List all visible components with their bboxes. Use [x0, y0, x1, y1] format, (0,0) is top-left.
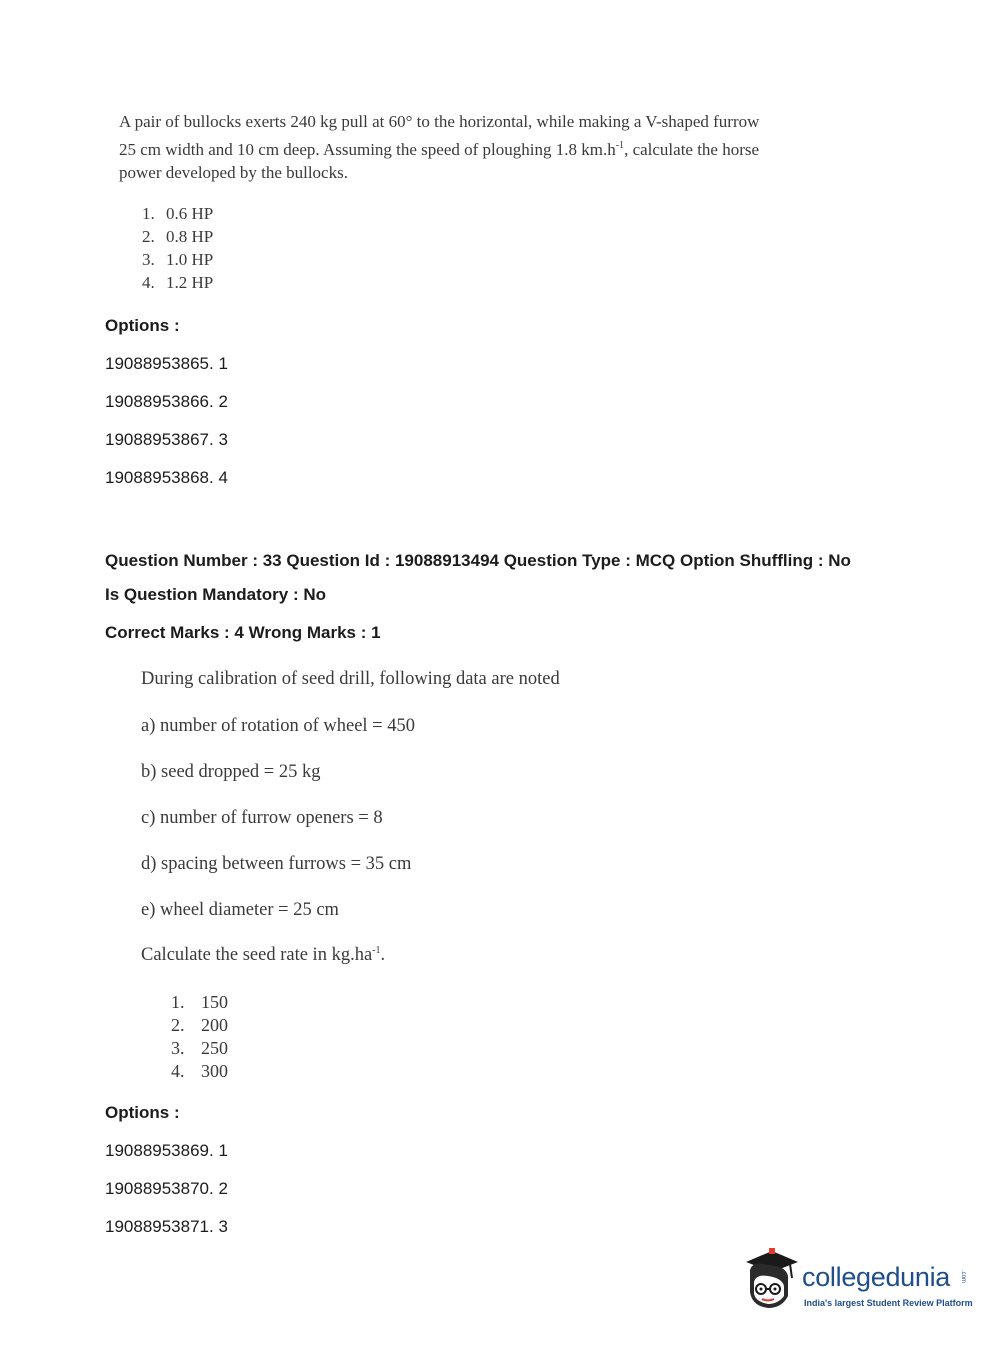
option-id: 19088953869. 1: [105, 1141, 228, 1160]
choice-item: 4. 1.2 HP: [142, 273, 214, 292]
question-1-text: [119, 110, 760, 185]
logo-wordmark: collegedunia: [802, 1262, 951, 1292]
choice-item: 3. 250: [171, 1038, 228, 1058]
logo-suffix: .com: [960, 1270, 966, 1284]
mascot-icon: [742, 1248, 802, 1320]
data-line: d) spacing between furrows = 35 cm: [141, 854, 412, 874]
question-1-line-1: A pair of bullocks exerts 240 kg pull at 60° to the horizontal, while making a V-shaped furrow: [119, 112, 760, 131]
question-2-intro: During calibration of seed drill, following data are noted: [141, 669, 560, 689]
choice-item: 1. 150: [171, 992, 228, 1012]
option-id: 19088953870. 2: [105, 1179, 228, 1198]
question-1-choices: [142, 202, 213, 294]
question-2-choices: [171, 991, 228, 1083]
choice-item: 4. 300: [171, 1061, 228, 1081]
data-line: b) seed dropped = 25 kg: [141, 762, 321, 782]
question-marks: Correct Marks : 4 Wrong Marks : 1: [105, 623, 381, 642]
collegedunia-logo: [742, 1248, 972, 1320]
choice-item: 2. 200: [171, 1015, 228, 1035]
question-1-line-2: 25 cm width and 10 cm deep. Assuming the speed of ploughing 1.8 $km.h^{-1}$, calculate the horse: [119, 139, 760, 159]
choice-item: 1. 0.6 HP: [142, 204, 214, 223]
data-line: a) number of rotation of wheel = 450: [141, 716, 415, 736]
question-mandatory: Is Question Mandatory : No: [105, 585, 327, 604]
option-id: 19088953867. 3: [105, 430, 228, 449]
question-2-ask: Calculate the seed rate in $kg.ha^{-1}$.: [141, 945, 386, 965]
option-id: 19088953868. 4: [105, 468, 228, 487]
option-id: 19088953866. 2: [105, 392, 228, 411]
data-line: e) wheel diameter = 25 cm: [141, 900, 339, 920]
question-1-line-3: power developed by the bullocks.: [119, 163, 348, 182]
data-line: c) number of furrow openers = 8: [141, 808, 383, 828]
option-id: 19088953865. 1: [105, 354, 228, 373]
choice-item: 3. 1.0 HP: [142, 250, 214, 269]
question-meta: Question Number : 33 Question Id : 19088913494 Question Type : MCQ Option Shuffling : No: [105, 551, 851, 570]
option-id: 19088953871. 3: [105, 1217, 228, 1236]
options-label: Options :: [105, 1103, 180, 1122]
logo-tagline: India's largest Student Review Platform: [804, 1298, 973, 1308]
options-label: Options :: [105, 316, 180, 335]
choice-item: 2. 0.8 HP: [142, 227, 214, 246]
